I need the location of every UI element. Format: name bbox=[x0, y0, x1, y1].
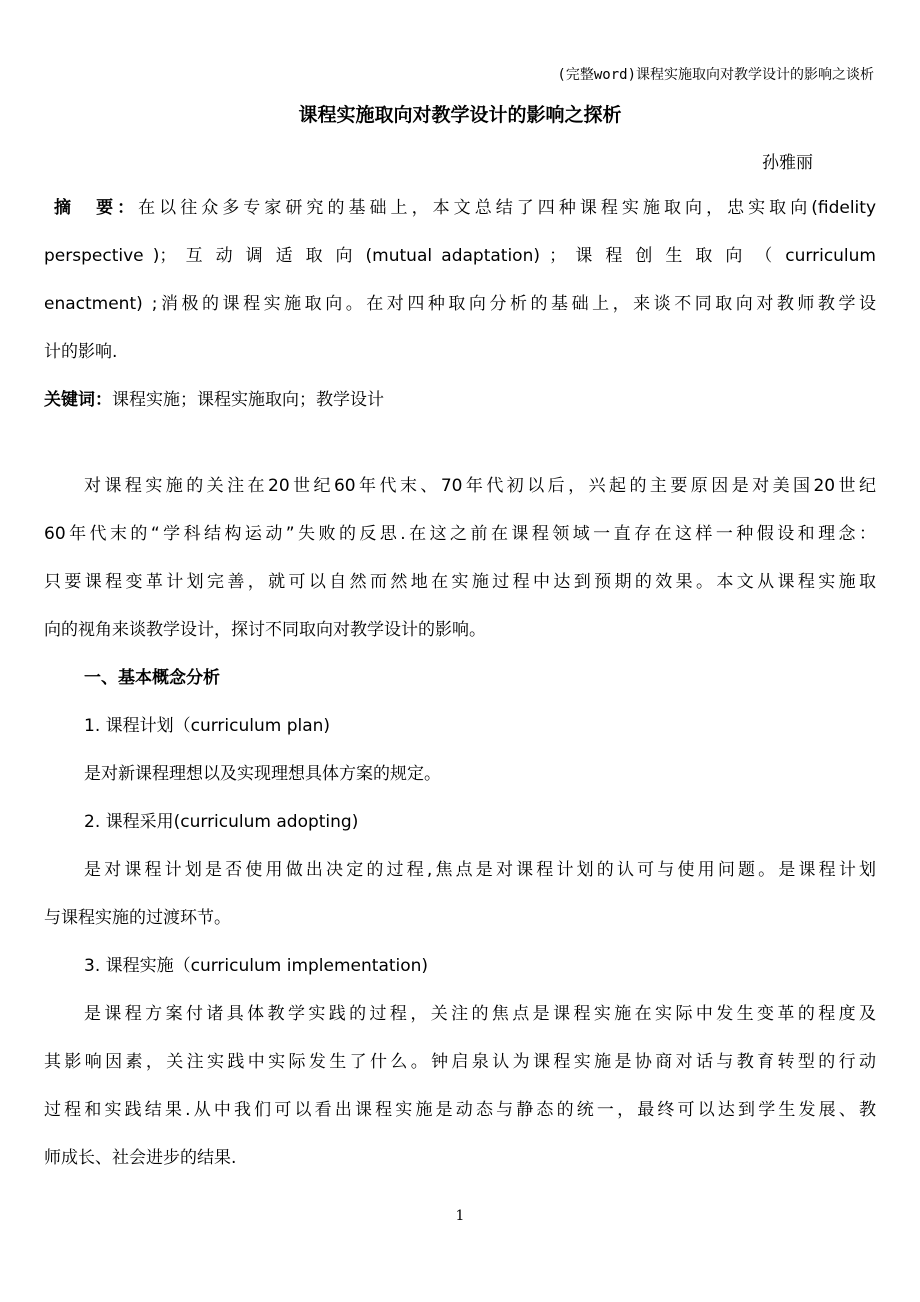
abstract-line-3: enactment) ;消极的课程实施取向。在对四种取向分析的基础上，来谈不同取向对教师教学设 bbox=[44, 294, 876, 314]
item2-line-1: 是对课程计划是否使用做出决定的过程,焦点是对课程计划的认可与使用问题。是课程计划 bbox=[84, 860, 876, 880]
running-header: (完整word)课程实施取向对教学设计的影响之谈析 bbox=[557, 67, 874, 83]
item3-line-1: 是课程方案付诸具体教学实践的过程，关注的焦点是课程实施在实际中发生变革的程度及 bbox=[84, 1004, 876, 1024]
item2-heading: 2. 课程采用(curriculum adopting) bbox=[84, 812, 359, 832]
abstract-line-4: 计的影响. bbox=[44, 342, 118, 362]
item3-line-2: 其影响因素，关注实践中实际发生了什么。钟启泉认为课程实施是协商对话与教育转型的行动 bbox=[44, 1052, 876, 1072]
abstract-text-1: 在以往众多专家研究的基础上，本文总结了四种课程实施取向，忠实取向(fidelity bbox=[138, 198, 876, 218]
abstract-line-2: perspective )； 互 动 调 适 取 向 (mutual adaptation) ； 课 程 创 生 取 向 （ curriculum bbox=[44, 246, 876, 266]
item3-line-4: 师成长、社会进步的结果. bbox=[44, 1148, 237, 1168]
abstract-label: 摘 要： bbox=[54, 198, 139, 218]
abstract-line-1 bbox=[54, 196, 876, 220]
page-number: 1 bbox=[455, 1208, 465, 1224]
keywords-text: 课程实施；课程实施取向；教学设计 bbox=[112, 390, 384, 410]
item1-text: 是对新课程理想以及实现理想具体方案的规定。 bbox=[84, 764, 441, 784]
document-title: 课程实施取向对教学设计的影响之探析 bbox=[298, 104, 622, 126]
intro-line-4: 向的视角来谈教学设计，探讨不同取向对教学设计的影响。 bbox=[44, 620, 486, 640]
author-name: 孙雅丽 bbox=[762, 153, 813, 173]
intro-line-1: 对课程实施的关注在20世纪60年代末、70年代初以后，兴起的主要原因是对美国20世纪 bbox=[84, 476, 876, 496]
item3-heading: 3. 课程实施（curriculum implementation) bbox=[84, 956, 429, 976]
item1-heading: 1. 课程计划（curriculum plan) bbox=[84, 716, 331, 736]
section-heading: 一、基本概念分析 bbox=[84, 668, 220, 688]
item3-line-3: 过程和实践结果.从中我们可以看出课程实施是动态与静态的统一，最终可以达到学生发展、教 bbox=[44, 1100, 876, 1120]
intro-line-3: 只要课程变革计划完善，就可以自然而然地在实施过程中达到预期的效果。本文从课程实施取 bbox=[44, 572, 876, 592]
item2-line-2: 与课程实施的过渡环节。 bbox=[44, 908, 231, 928]
intro-line-2: 60年代末的“学科结构运动”失败的反思.在这之前在课程领域一直存在这样一种假设和理念： bbox=[44, 524, 876, 544]
keywords-label: 关键词： bbox=[44, 390, 112, 410]
keywords bbox=[44, 388, 384, 412]
